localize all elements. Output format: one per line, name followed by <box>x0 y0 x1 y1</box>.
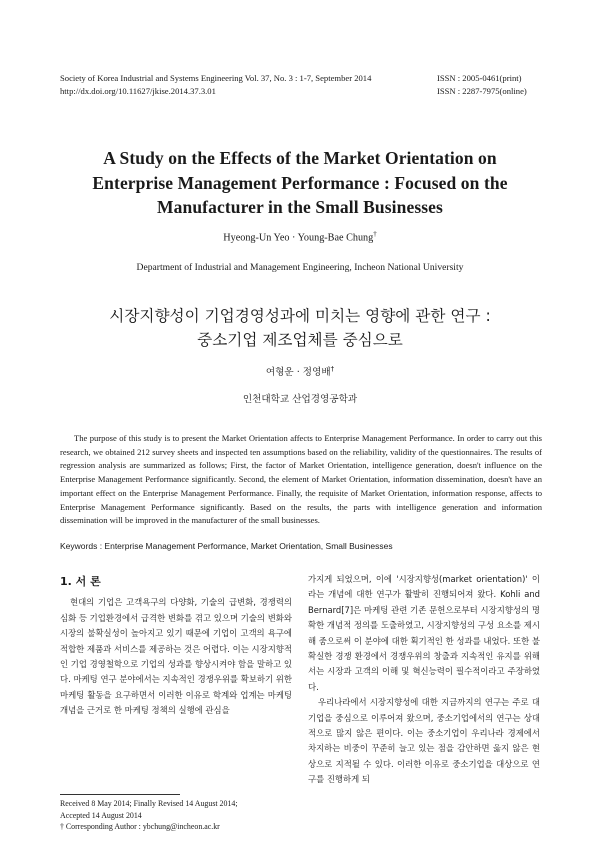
body-paragraph: 우리나라에서 시장지향성에 대한 지금까지의 연구는 주로 대기업을 중심으로 이루어져 왔으며, 중소기업에서의 연구는 상대적으로 많지 않은 편이다. 이는 중소기업이 우리나라 경제에서 차지하는 비중이 꾸준히 늘고 있는 점을 감안하면 옳지 않은 현상으로 지적될 수 있다. 이러한 이유로 중소기업을 대상으로 연구를 진행하게 되 <box>308 697 540 785</box>
journal-header <box>60 72 371 98</box>
title-ko-line-1: 시장지향성이 기업경영성과에 미치는 영향에 관한 연구 : <box>109 307 491 325</box>
title-line-3: Manufacturer in the Small Businesses <box>157 197 443 217</box>
title-line-1: A Study on the Effects of the Market Orientation on <box>103 148 497 168</box>
title-ko-line-2: 중소기업 제조업체를 중심으로 <box>197 331 403 349</box>
abstract: The purpose of this study is to present the Market Orientation affects to Enterprise Management Performance. In order to carry out this research, we obtained 212 survey sheets and inspected ten assumptions based on the reliability, validity of the questionnaires. The results of regression analysis are summarized as follows; First, the factor of Market Orientation, intelligence generation, doesn't influence on the Enterprise Management Performance significantly. Second, the element of Market Orientation, information dissemination, doesn't have an important effect on the Enterprise Management Performance. Finally, the requisite of Market Orientation, information response, affects to Enterprise Management Performance significantly. Based on the results, the parts with intelligence generation and information dissemination will be improved in the manufacturer of the small businesses. <box>60 433 542 526</box>
corresponding-author: † Corresponding Author : ybchung@incheon.ac.kr <box>60 822 220 831</box>
body-column-right <box>308 572 540 788</box>
body-paragraph: 가지게 되었으며, 이에 '시장지향성(market orientation)' 이라는 개념에 대한 연구가 활발히 진행되어져 왔다. Kohli and Bernard[7]은 마케팅 관련 기존 문헌으로부터 시장지향성의 명확한 개념적 정의를 도출하였고, 시장지향성의 구성 요소를 제시해 줌으로써 이 분야에 대한 획기적인 한 성과를 내었다. 또한 불확실한 경쟁 환경에서 경쟁우위의 창출과 지속적인 유지를 위해서는 시장과 고객의 이해 및 혁신능력이 필수적이라고 주장하였다. <box>308 574 540 692</box>
issn-block <box>437 72 527 98</box>
body-column-left <box>60 572 292 719</box>
paper-title-en <box>40 146 560 220</box>
keywords-text: : Enterprise Management Performance, Market Orientation, Small Businesses <box>99 541 393 551</box>
accepted-date: Accepted 14 August 2014 <box>60 810 142 820</box>
keywords-label: Keywords <box>60 541 98 551</box>
department-ko: 인천대학교 산업경영공학과 <box>242 394 358 405</box>
corresponding-mark: † <box>373 230 377 238</box>
journal-citation: Society of Korea Industrial and Systems Engineering Vol. 37, No. 3 : 1-7, September 2014 <box>60 73 372 83</box>
title-line-2: Enterprise Management Performance : Focused on the <box>92 172 508 193</box>
paper-title-ko <box>40 304 560 352</box>
body-paragraph: 현대의 기업은 고객욕구의 다양화, 기술의 급변화, 경쟁력의 심화 등 기업환경에서 급격한 변화를 겪고 있으며 기술의 변화와 시장의 불확실성이 높아지고 있기 때문에 기업이 고객의 욕구에 적합한 제품과 서비스를 제공하는 것은 어렵다. 이는 시장지향적인 기업 경영철학으로 기업의 성과를 향상시켜야 함을 말하고 있다. 마케팅 연구 분야에서는 지속적인 경쟁우위를 확보하기 위한 마케팅 활동을 요구하면서 이러한 이유로 학계와 업계는 마케팅 개념을 근거로 한 마케팅 정책의 실행에 관심을 <box>60 597 292 716</box>
issn-print: ISSN : 2005-0461(print) <box>437 73 522 83</box>
department-en: Department of Industrial and Management Engineering, Incheon National University <box>136 262 464 273</box>
doi-link[interactable]: http://dx.doi.org/10.11627/jkise.2014.37.3.01 <box>60 86 216 96</box>
section-heading: 1. 서 론 <box>60 575 101 588</box>
author-names-ko: 여형운 · 정영배 <box>265 367 331 378</box>
authors-ko <box>0 364 600 378</box>
author-names-en: Hyeong-Un Yeo · Young-Bae Chung <box>223 232 374 244</box>
issn-online: ISSN : 2287-7975(online) <box>437 86 527 96</box>
received-date: Received 8 May 2014; Finally Revised 14 August 2014; <box>60 799 238 808</box>
keywords <box>60 541 542 551</box>
corresponding-mark-ko: † <box>330 364 335 373</box>
footnotes <box>60 798 292 833</box>
authors-en <box>0 230 600 243</box>
footnote-divider <box>60 794 180 795</box>
